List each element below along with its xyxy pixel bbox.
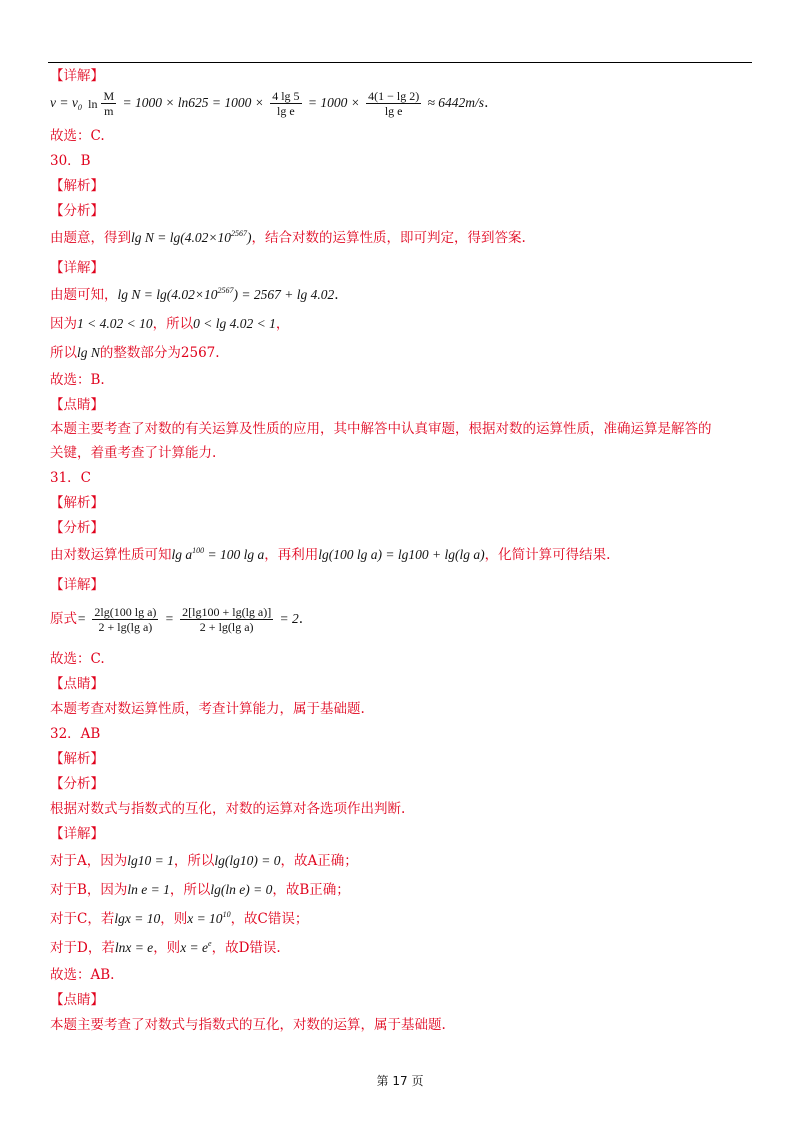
- q32-option-d: 对于D，若lnx = e，则$x = e^e$，故D错误.: [50, 939, 281, 956]
- q32-detail-tag: 【详解】: [50, 826, 104, 842]
- q29-frac-1: $\frac{M}{m}$: [103, 89, 115, 118]
- q32-fenxi: 根据对数式与指数式的互化，对数的运算对各选项作出判断.: [50, 801, 406, 817]
- q29-formula: $v = v_0$ ln $\frac{M}{m}$ = 1000 × ln625 = 1000 × $\frac{4 \lg 5}{\text{lg e}}$ = 1000 × $\frac{4(1 - \lg 2)}{\text{lg e}}$ ≈ 6442m/s.: [50, 89, 489, 118]
- q31-detail-1: 原式= $\frac{\text{2lg(100 lg a)}}{\text{2 + lg(lg a)}}$ = $\frac{\text{2[lg100 + lg(lg a)]}}{\text{2 + lg(lg a)}}$ = 2.: [50, 605, 304, 634]
- q29-ln-frac: [88, 97, 97, 111]
- q30-answer: 故选：B.: [50, 372, 105, 388]
- q32-option-b: 对于B，因为ln e = 1，所以lg(ln e) = 0，故B正确；: [50, 882, 350, 898]
- page-content: [50, 66, 750, 1035]
- q32-option-d-math: $x = e^e$: [180, 939, 212, 955]
- q32-option-c-math: $x = 10^{10}$: [187, 910, 231, 926]
- q30-number: 30．B: [50, 153, 91, 169]
- q31-frac-2: $\frac{\text{2[lg100 + lg(lg a)]}}{\text{2 + lg(lg a)}}$: [182, 605, 272, 634]
- q29-formula-left: v = v: [50, 95, 78, 110]
- q30-detail-2: 因为1 < 4.02 < 10，所以0 < lg 4.02 < 1，: [50, 316, 290, 332]
- q30-analysis-tag: 【解析】: [50, 178, 104, 194]
- q32-answer: 故选：AB.: [50, 967, 115, 983]
- header-rule: [48, 62, 752, 63]
- q30-detail-1: 由题可知，$\lg N = \lg(4.02\times 10^{2567}) = 2567 + \lg 4.02$.: [50, 286, 339, 303]
- q29-answer: 故选：C.: [50, 128, 105, 144]
- q30-detail-1-math: $\lg N = \lg(4.02\times 10^{2567}) = 2567 + \lg 4.02$: [117, 286, 335, 302]
- q31-dianjing-tag: 【点睛】: [50, 676, 104, 692]
- page-number: 第 17 页: [376, 1074, 424, 1088]
- q31-number: 31．C: [50, 470, 92, 486]
- q30-detail-3: 所以lg N的整数部分为2567.: [50, 345, 220, 361]
- q29-formula-left-sub: 0: [77, 103, 82, 112]
- q29-formula-mid2: = 1000 ×: [307, 95, 360, 110]
- q29-frac-3: $\frac{4(1 - \lg 2)}{\text{lg e}}$: [368, 89, 420, 118]
- q31-fenxi-math1: $\lg a^{100} = 100$ lg a: [171, 546, 265, 562]
- q29-frac-2: $\frac{4 \lg 5}{\text{lg e}}$: [272, 89, 300, 118]
- q32-option-c: 对于C，若lgx = 10，则$x = 10^{10}$，故C错误；: [50, 910, 309, 927]
- q30-comment-2: 关键，着重考查了计算能力.: [50, 445, 217, 461]
- q29-detail-tag: 【详解】: [50, 68, 104, 84]
- q31-fenxi-tag: 【分析】: [50, 520, 104, 536]
- q32-fenxi-tag: 【分析】: [50, 776, 104, 792]
- q30-fenxi: 由题意，得到$\lg N = \lg(4.02\times 10^{2567})$，结合对数的运算性质，即可判定，得到答案.: [50, 229, 526, 246]
- q30-comment-1: 本题主要考查了对数的有关运算及性质的应用，其中解答中认真审题，根据对数的运算性质，准确运算是解答的: [50, 421, 712, 437]
- q32-analysis-tag: 【解析】: [50, 751, 104, 767]
- q31-answer: 故选：C.: [50, 651, 105, 667]
- q31-detail-tag: 【详解】: [50, 577, 104, 593]
- q29-formula-mid: = 1000 × ln625 = 1000 ×: [122, 95, 264, 110]
- q32-dianjing-tag: 【点睛】: [50, 992, 104, 1008]
- q29-formula-right: ≈ 6442m/s: [427, 95, 485, 110]
- q31-frac-1: $\frac{\text{2lg(100 lg a)}}{\text{2 + lg(lg a)}}$: [94, 605, 157, 634]
- q32-number: 32．AB: [50, 726, 101, 742]
- q30-dianjing-tag: 【点睛】: [50, 397, 104, 413]
- q31-analysis-tag: 【解析】: [50, 495, 104, 511]
- q30-detail-tag: 【详解】: [50, 260, 104, 276]
- q30-fenxi-math: $\lg N = \lg(4.02\times 10^{2567})$: [131, 229, 252, 245]
- q29-ln: ln: [88, 96, 98, 111]
- q31-fenxi: 由对数运算性质可知$\lg a^{100} = 100$ lg a，再利用lg(100 lg a) = lg100 + lg(lg a)，化简计算可得结果.: [50, 546, 611, 563]
- q32-comment: 本题主要考查了对数式与指数式的互化，对数的运算，属于基础题.: [50, 1017, 446, 1033]
- q30-fenxi-tag: 【分析】: [50, 203, 104, 219]
- q31-comment: 本题考查对数运算性质，考查计算能力，属于基础题.: [50, 701, 365, 717]
- q32-option-a: 对于A，因为lg10 = 1，所以lg(lg10) = 0，故A正确；: [50, 853, 358, 869]
